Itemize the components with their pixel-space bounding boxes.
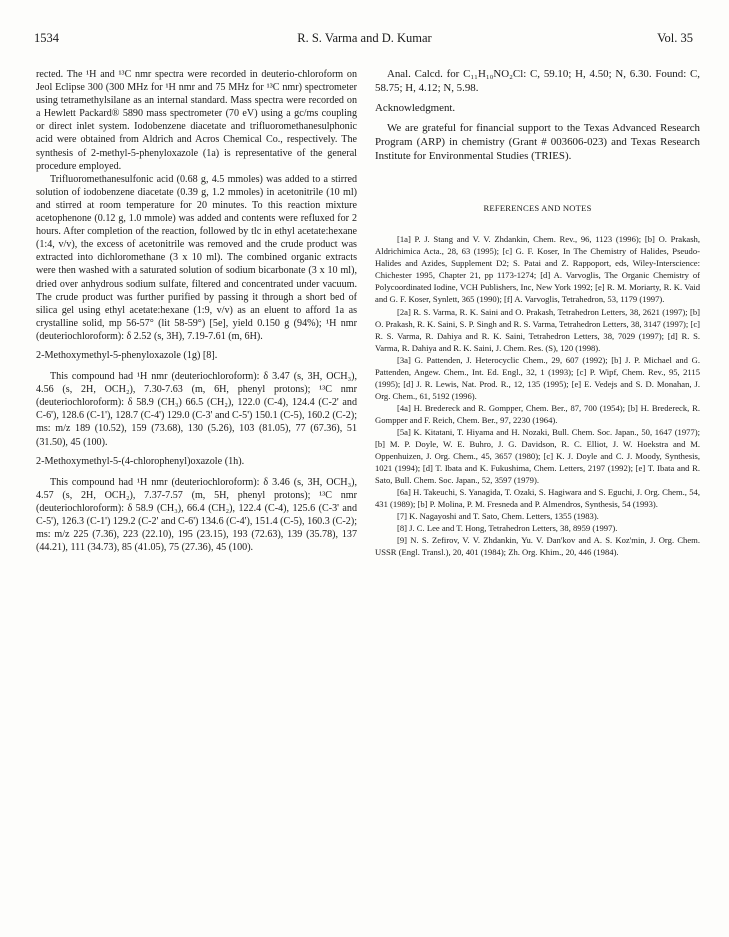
references-list [375,233,700,558]
references-heading: REFERENCES AND NOTES [483,203,592,214]
reference-7: [7] K. Nagayoshi and T. Sato, Chem. Letters, 1355 (1983). [397,511,599,522]
compound-heading-1h: 2-Methoxymethyl-5-(4-chlorophenyl)oxazole (1h). [36,455,245,467]
elemental-analysis: Anal. Calcd. for C₁₁H₁₀NO₂Cl: C, 59.10; H, 4.50; N, 6.30. Found: C, 58.75; H, 4.12; N, 5.98. [375,68,700,94]
left-column [36,68,357,554]
reference-2: [2a] R. S. Varma, R. K. Saini and O. Prakash, Tetrahedron Letters, 38, 2621 (1997); [b] O. Prakash, R. K. Saini, S. P. Singh and R. S. Varma, Tetrahedron Letters, 38, 3147 (1997); [c] R. S. Varma, R. Dahiya and R. K. Saini, Tetrahedron Letters, 38, 7029 (1997); [d] R. S. Varma, R. Dahiya and R. K. Saini, J. Chem. Res. (S), 120 (1998). [375,306,700,353]
reference-6: [6a] H. Takeuchi, S. Yanagida, T. Ozaki, S. Hagiwara and S. Eguchi, J. Org. Chem., 54, 431 (1989); [b] P. Molina, P. M. Fresneda and P. Almendros, Synthesis, 54 (1993). [375,487,700,510]
procedure-paragraph: Trifluoromethanesulfonic acid (0.68 g, 4.5 mmoles) was added to a stirred solution of iodobenzene diacetate (0.39 g, 1.2 mmoles) in acetonitrile (10 ml) and stirred at room temperature for 20 minutes. To this reaction mixture acetophenone (0.12 g, 1.0 mmole) was added and contents were refluxed for 2 hours. After completion of the reaction, followed by tlc in ethyl acetate:hexane (1:4, v/v), the excess of acetonitrile was removed and the crude product was extracted into dichloromethane (3 x 10 ml). The combined organic extracts were then washed with a saturated solution of sodium bicarbonate (3 x 10 ml), dried over anhydrous sodium sulfate, filtered and concentrated under vacuum. The crude product was further purified by passing it through a short bed of silica gel using ethyl acetate:hexane (1:9, v/v) as an eluent to afford 1a as crystalline solid, mp 56-57° (lit 58-59°) [5e], yield 0.150 g (94%); ¹H nmr (deuteriochloroform): δ 2.52 (s, 3H), 7.19-7.61 (m, 6H). [36,173,357,342]
reference-4: [4a] H. Bredereck and R. Gompper, Chem. Ber., 87, 700 (1954); [b] H. Bredereck, R. Gompper and F. Reich, Chem. Ber., 97, 2230 (1964). [375,402,700,425]
volume-label: Vol. 35 [657,31,693,45]
running-head-authors: R. S. Varma and D. Kumar [297,31,432,45]
right-column [375,68,700,558]
compound-data-1h: This compound had ¹H nmr (deuteriochloroform): δ 3.46 (s, 3H, OCH₃), 4.57 (s, 2H, OCH₂), 7.37-7.57 (m, 5H, phenyl protons); ¹³C nmr (deuteriochloroform): δ 58.9 (CH₃), 66.4 (CH₂), 122.4 (C-4), 125.6 (C-3' and C-5'), 126.3 (C-1') 129.2 (C-2' and C-6') 134.6 (C-4'), 151.4 (C-5), 160.3 (C-2); ms: m/z 225 (7.36), 223 (22.10), 195 (23.15), 193 (72.63), 139 (35.78), 137 (44.21), 111 (34.73), 85 (41.05), 75 (27.36), 45 (100). [36,476,357,554]
page-number: 1534 [34,31,59,45]
experimental-paragraph: rected. The ¹H and ¹³C nmr spectra were recorded in deuterio-chloroform on Jeol Eclipse 300 (300 MHz for ¹H nmr and 75 MHz for ¹³C nmr) spectrometer using tetramethylsilane as an internal standard. Mass spectra were recorded on a Hewlett Packard® 5890 mass spectrometer (70 eV) using a gc/ms coupling or direct inlet system. Iodobenzene diacetate and trifluoromethanesulphonic acid were obtained from Aldrich and Acros Chemical Co., respectively. The synthesis of 2-methyl-5-phenyloxazole (1a) is representative of the general procedure employed. [36,69,357,172]
reference-8: [8] J. C. Lee and T. Hong, Tetrahedron Letters, 38, 8959 (1997). [397,523,618,534]
acknowledgment-heading: Acknowledgment. [375,102,456,115]
reference-9: [9] N. S. Zefirov, V. V. Zhdankin, Yu. V. Dan'kov and A. S. Koz'min, J. Org. Chem. USSR (Engl. Transl.), 20, 401 (1984); Zh. Org. Khim., 20, 446 (1984). [375,535,700,558]
compound-heading-1g: 2-Methoxymethyl-5-phenyloxazole (1g) [8]. [36,349,218,361]
reference-3: [3a] G. Pattenden, J. Heterocyclic Chem., 29, 607 (1992); [b] J. P. Michael and G. Pattenden, Angew. Chem., Int. Ed. Engl., 32, 1 (1993); [c] P. Wipf, Chem. Rev., 95, 2115 (1995); [d] J. R. Lewis, Nat. Prod. R., 12, 135 (1995); [e] E. Vedejs and S. D. Monahan, J. Org. Chem., 61, 5192 (1996). [375,354,700,401]
reference-1: [1a] P. J. Stang and V. V. Zhdankin, Chem. Rev., 96, 1123 (1996); [b] O. Prakash, Aldrichimica Acta., 28, 63 (1995); [c] G. F. Koser, In The Chemistry of Halides, Pseudo-Halides and Azides, Supplement D2; S. Patai and Z. Rappoport, eds, Wiley-Interscience: Chichester 1995, Chapter 21, pp 1173-1274; [d] A. Varvoglis, The Organic Chemistry of Polycoordinated Iodine, VCH Publishers, Inc, New York 1992; [e] R. M. Moriarty, R. K. Vaid and G. F. Koser, Synlett, 365 (1990); [f] A. Varvoglis, Tetrahedron, 53, 1179 (1997). [375,234,700,305]
acknowledgment-text: We are grateful for financial support to the Texas Advanced Research Program (ARP) in chemistry (Grant # 003606-023) and Texas Research Institute for Environmental Studies (TRIES). [375,122,700,162]
compound-data-1g: This compound had ¹H nmr (deuteriochloroform): δ 3.47 (s, 3H, OCH₃), 4.56 (s, 2H, OCH₂), 7.30-7.63 (m, 6H, phenyl protons); ¹³C nmr (deuteriochloroform): δ 58.9 (CH₃) 66.5 (CH₂), 122.0 (C-4), 124.4 (C-2' and C-6'), 128.6 (C-1'), 128.7 (C-4') 129.0 (C-3' and C-5') 150.1 (C-5), 160.2 (C-2); ms: m/z 189 (10.52), 159 (73.68), 130 (5.26), 103 (81.05), 77 (67.36), 51 (31.50), 45 (100). [36,371,357,448]
reference-5: [5a] K. Kitatani, T. Hiyama and H. Nozaki, Bull. Chem. Soc. Japan., 50, 1647 (1977); [b] M. P. Doyle, W. E. Buhro, J. G. Davidson, R. C. Elliot, J. W. Hoekstra and M. Oppenhuizen, J. Org. Chem., 45, 3657 (1980); [c] K. J. Doyle and C. J. Moody, Synthesis, 1021 (1994); [d] T. Ibata and K. Fukushima, Chem. Letters, 2197 (1992); [e] T. Ibata and R. Sato, Bull. Chem. Soc. Japan., 52, 3597 (1979). [375,426,700,486]
